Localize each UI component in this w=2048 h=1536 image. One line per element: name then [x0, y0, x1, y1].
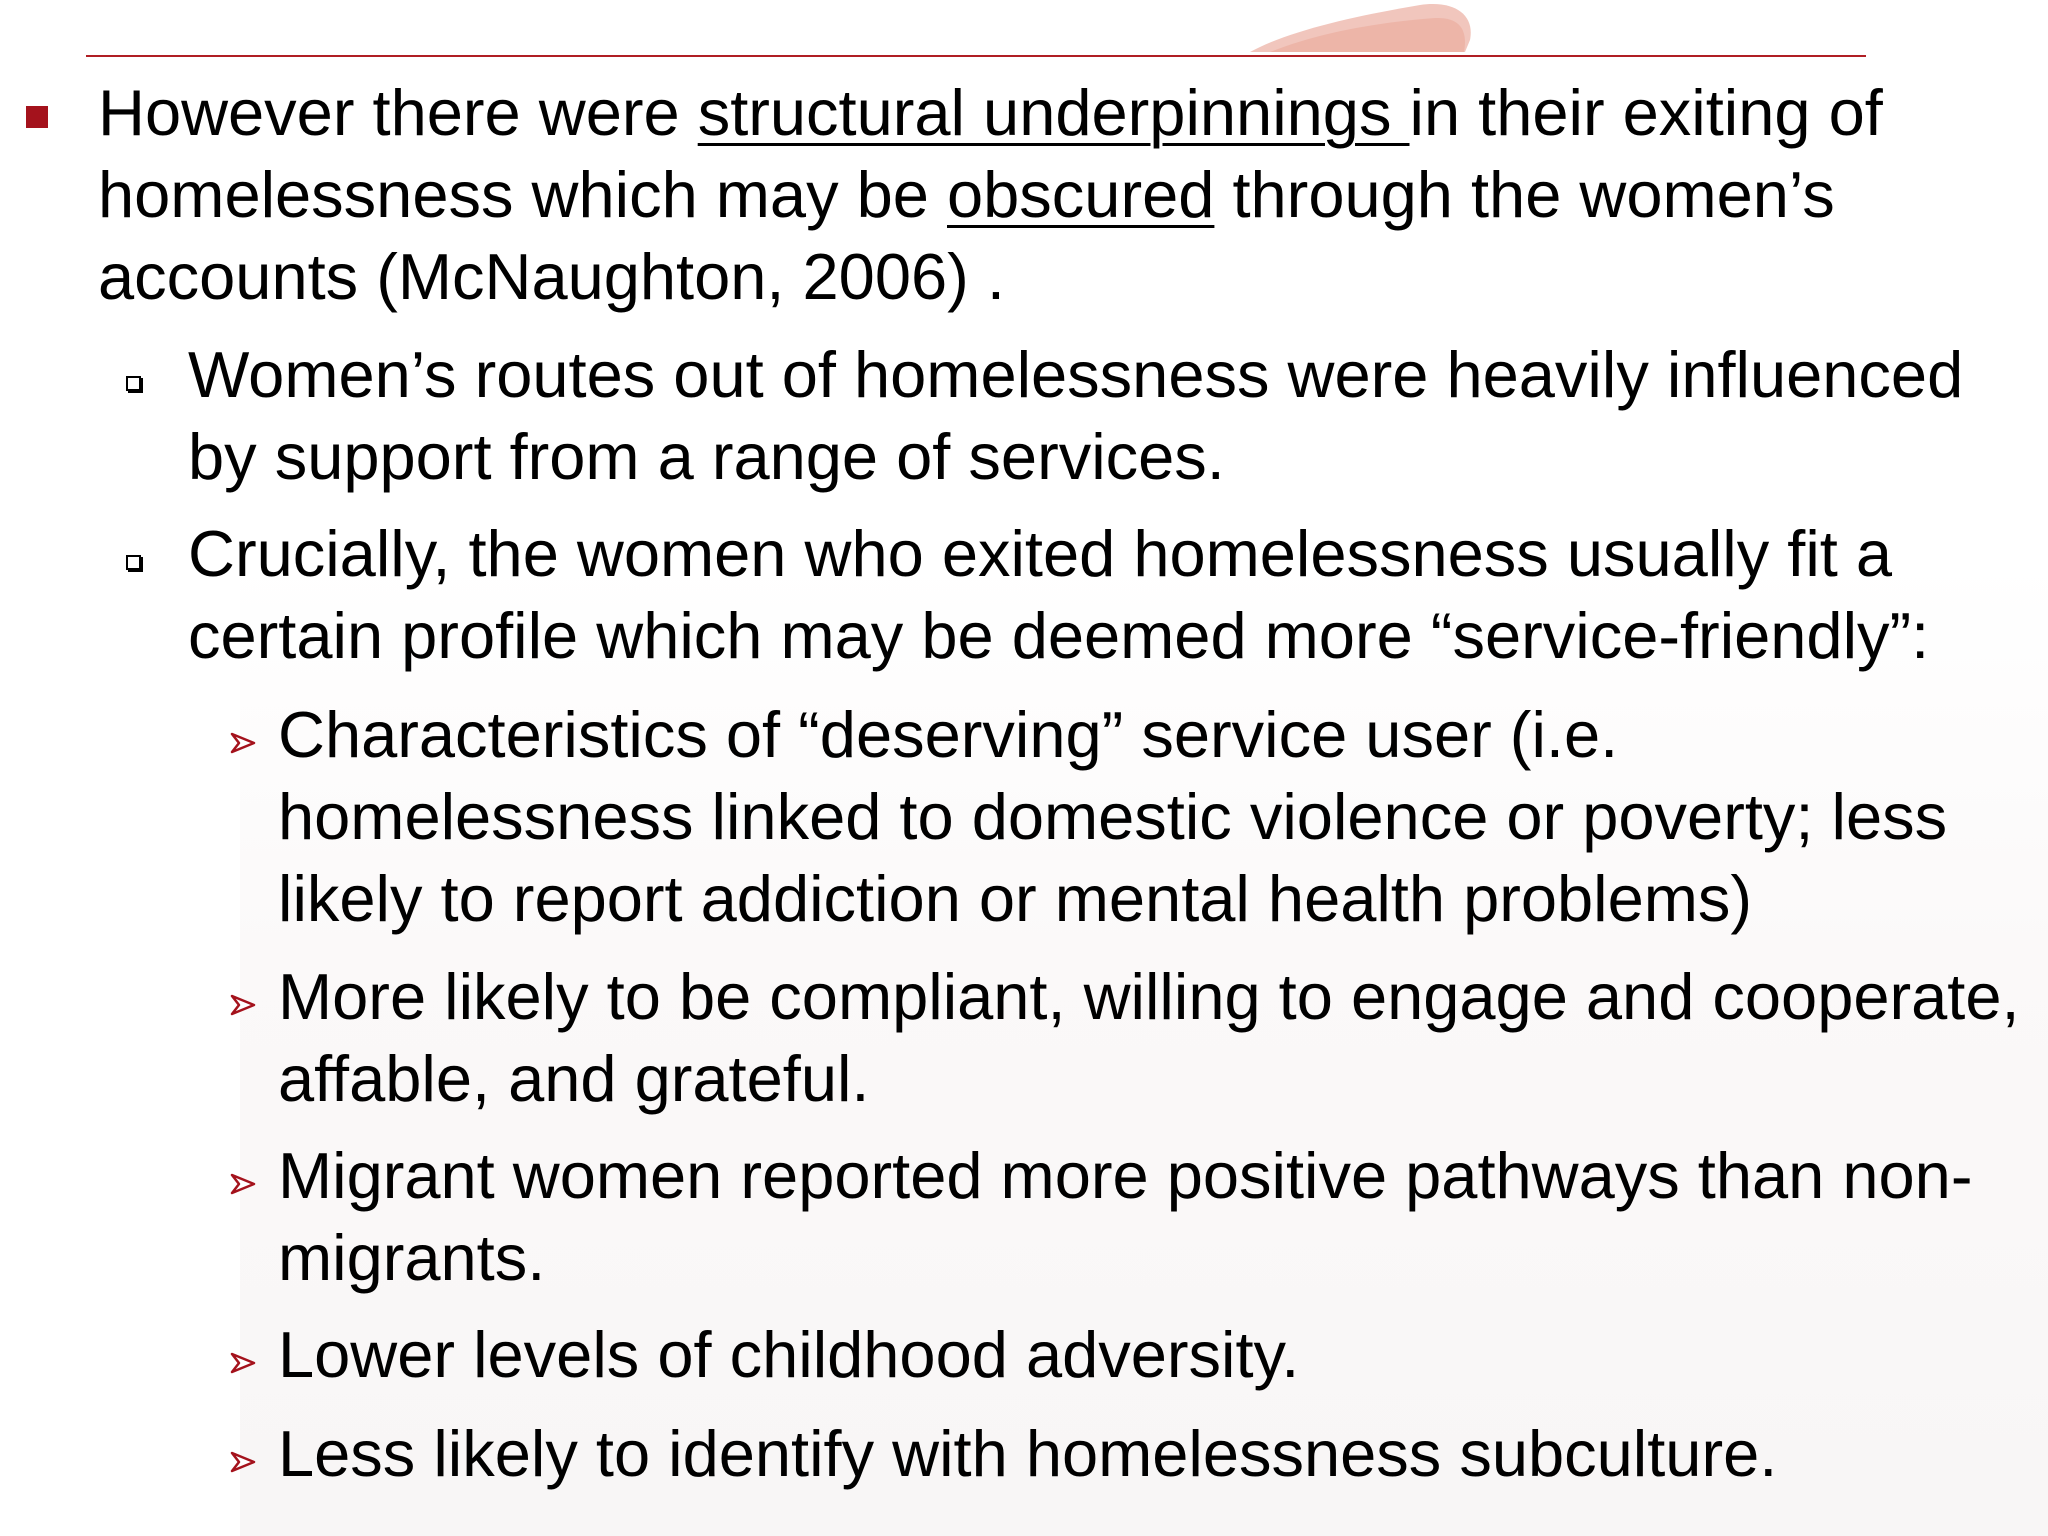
hollow-square-bullet-icon	[126, 376, 141, 391]
arrow-bullet-icon	[228, 1169, 258, 1199]
title-rule	[86, 55, 1866, 57]
main-point-text: However there were structural underpinnings in their exiting of homelessness which may be obscured through the women’s accounts (McNaughton, 2006) .	[98, 76, 1883, 313]
hollow-square-bullet-icon	[126, 555, 141, 570]
decorative-swoosh	[1250, 0, 1480, 52]
arrow-bullet-icon	[228, 1447, 258, 1477]
sub-point	[188, 334, 2028, 498]
sub-point-text: Crucially, the women who exited homelessness usually fit a certain profile which may be deemed more “service-friendly”:	[188, 517, 1930, 672]
profile-point-text: Lower levels of childhood adversity.	[278, 1318, 1300, 1391]
profile-point	[278, 694, 2038, 940]
profile-point-text: Characteristics of “deserving” service user (i.e. homelessness linked to domestic violence or poverty; less likely to report addiction or mental health problems)	[278, 698, 1948, 935]
sub-point-text: Women’s routes out of homelessness were heavily influenced by support from a range of services.	[188, 338, 1964, 493]
profile-point-text: Migrant women reported more positive pathways than non-migrants.	[278, 1139, 1973, 1294]
profile-point	[278, 956, 2038, 1120]
profile-point	[278, 1135, 2038, 1299]
profile-point	[278, 1413, 2038, 1495]
arrow-bullet-icon	[228, 990, 258, 1020]
underlined-phrase: structural underpinnings	[697, 76, 1410, 149]
profile-point	[278, 1314, 2038, 1396]
underlined-word: obscured	[947, 158, 1215, 231]
profile-point-text: Less likely to identify with homelessness subculture.	[278, 1417, 1778, 1490]
main-point	[98, 72, 2028, 318]
arrow-bullet-icon	[228, 1348, 258, 1378]
profile-point-text: More likely to be compliant, willing to engage and cooperate, affable, and grateful.	[278, 960, 2020, 1115]
square-bullet-icon	[26, 106, 48, 128]
sub-point	[188, 513, 2028, 677]
arrow-bullet-icon	[228, 728, 258, 758]
